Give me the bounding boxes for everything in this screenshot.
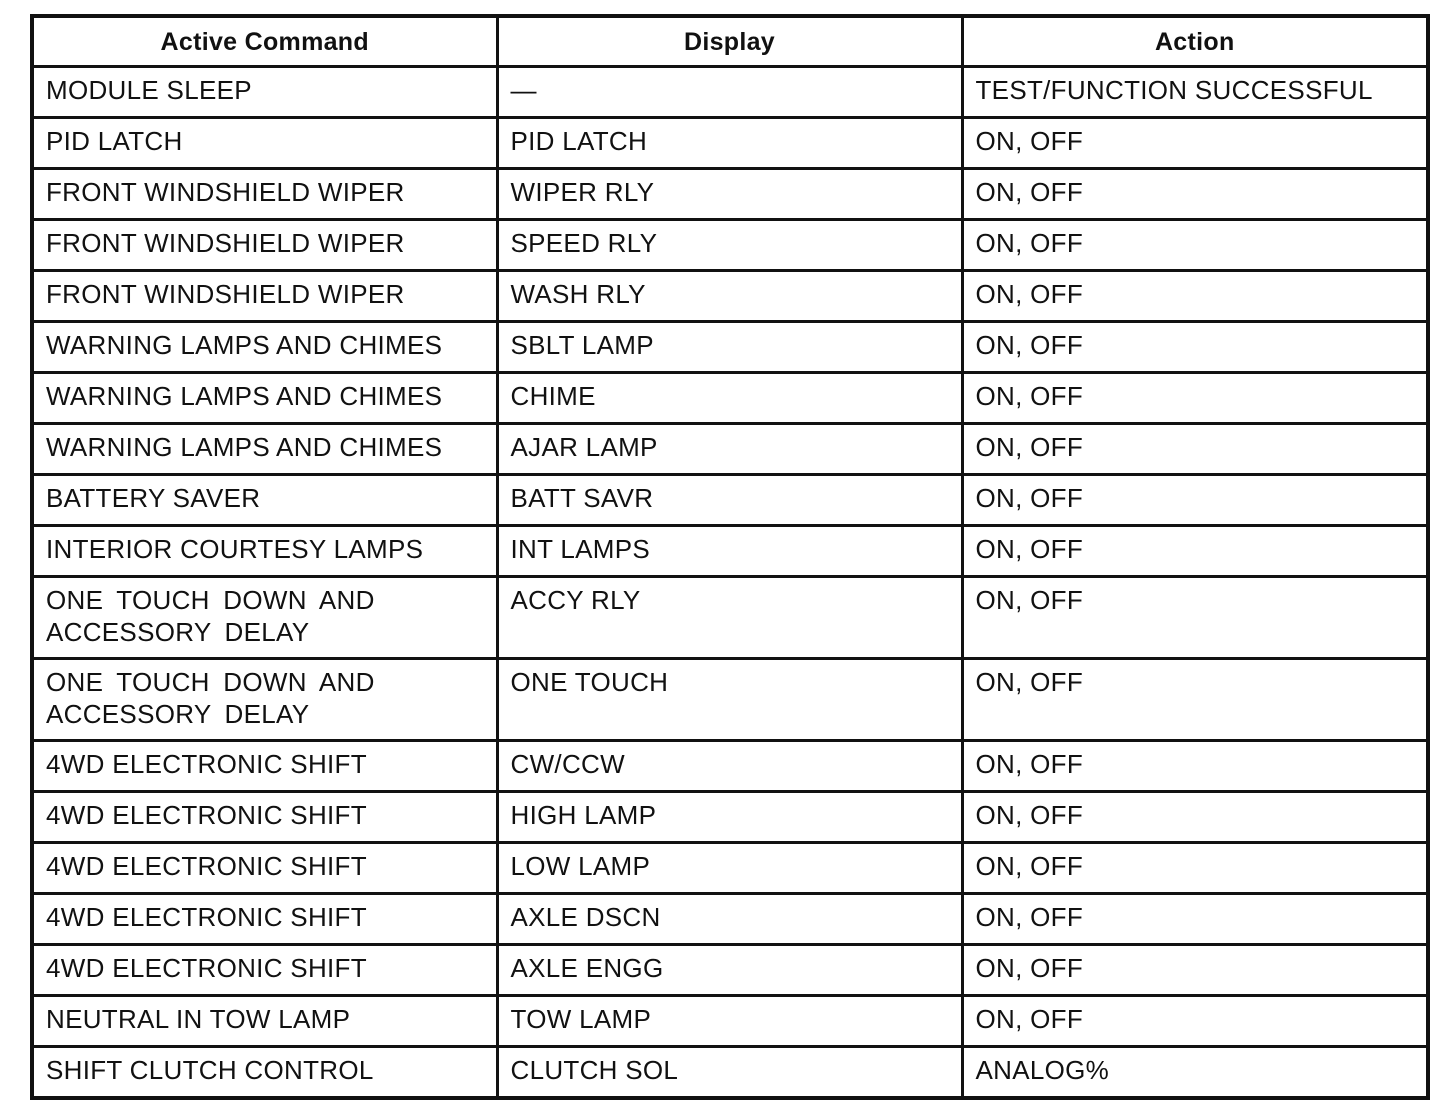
cell-action: ON, OFF bbox=[962, 894, 1428, 945]
cell-action: TEST/FUNCTION SUCCESSFUL bbox=[962, 67, 1428, 118]
cell-display: AXLE DSCN bbox=[497, 894, 962, 945]
cell-command: WARNING LAMPS AND CHIMES bbox=[32, 424, 497, 475]
cell-action: ON, OFF bbox=[962, 271, 1428, 322]
cell-command: SHIFT CLUTCH CONTROL bbox=[32, 1047, 497, 1099]
cell-display: CHIME bbox=[497, 373, 962, 424]
cell-action: ON, OFF bbox=[962, 741, 1428, 792]
cell-display: BATT SAVR bbox=[497, 475, 962, 526]
cell-action: ON, OFF bbox=[962, 659, 1428, 741]
table-row bbox=[32, 271, 1428, 322]
cell-display: ONE TOUCH bbox=[497, 659, 962, 741]
cell-action: ON, OFF bbox=[962, 475, 1428, 526]
cell-display: AXLE ENGG bbox=[497, 945, 962, 996]
active-command-table-container bbox=[30, 14, 1426, 1100]
cell-display: CW/CCW bbox=[497, 741, 962, 792]
table-row bbox=[32, 169, 1428, 220]
cell-action: ON, OFF bbox=[962, 996, 1428, 1047]
header-active-command: Active Command bbox=[32, 16, 497, 67]
cell-action: ON, OFF bbox=[962, 792, 1428, 843]
cell-command: WARNING LAMPS AND CHIMES bbox=[32, 322, 497, 373]
cell-command: 4WD ELECTRONIC SHIFT bbox=[32, 894, 497, 945]
cell-action: ON, OFF bbox=[962, 169, 1428, 220]
table-row bbox=[32, 118, 1428, 169]
cell-action: ON, OFF bbox=[962, 843, 1428, 894]
cell-command: BATTERY SAVER bbox=[32, 475, 497, 526]
cell-command: FRONT WINDSHIELD WIPER bbox=[32, 169, 497, 220]
cell-command: 4WD ELECTRONIC SHIFT bbox=[32, 741, 497, 792]
cell-action: ON, OFF bbox=[962, 220, 1428, 271]
cell-command: INTERIOR COURTESY LAMPS bbox=[32, 526, 497, 577]
table-row bbox=[32, 424, 1428, 475]
table-row bbox=[32, 526, 1428, 577]
cell-display: INT LAMPS bbox=[497, 526, 962, 577]
table-row bbox=[32, 1047, 1428, 1099]
cell-action: ON, OFF bbox=[962, 577, 1428, 659]
header-action: Action bbox=[962, 16, 1428, 67]
cell-command: ONE TOUCH DOWN AND ACCESSORY DELAY bbox=[32, 659, 497, 741]
cell-display: PID LATCH bbox=[497, 118, 962, 169]
cell-display: WIPER RLY bbox=[497, 169, 962, 220]
cell-command: WARNING LAMPS AND CHIMES bbox=[32, 373, 497, 424]
table-row bbox=[32, 945, 1428, 996]
cell-command: ONE TOUCH DOWN AND ACCESSORY DELAY bbox=[32, 577, 497, 659]
cell-display: LOW LAMP bbox=[497, 843, 962, 894]
cell-command: MODULE SLEEP bbox=[32, 67, 497, 118]
table-row bbox=[32, 996, 1428, 1047]
table-row bbox=[32, 659, 1428, 741]
cell-command: 4WD ELECTRONIC SHIFT bbox=[32, 945, 497, 996]
table-header-row bbox=[32, 16, 1428, 67]
active-command-table bbox=[30, 14, 1430, 1100]
cell-action: ON, OFF bbox=[962, 373, 1428, 424]
table-body bbox=[32, 67, 1428, 1099]
cell-display: WASH RLY bbox=[497, 271, 962, 322]
cell-action: ON, OFF bbox=[962, 118, 1428, 169]
cell-action: ON, OFF bbox=[962, 322, 1428, 373]
cell-display: — bbox=[497, 67, 962, 118]
cell-display: CLUTCH SOL bbox=[497, 1047, 962, 1099]
cell-command: 4WD ELECTRONIC SHIFT bbox=[32, 843, 497, 894]
cell-command: NEUTRAL IN TOW LAMP bbox=[32, 996, 497, 1047]
table-row bbox=[32, 577, 1428, 659]
cell-action: ON, OFF bbox=[962, 945, 1428, 996]
table-row bbox=[32, 475, 1428, 526]
cell-action: ON, OFF bbox=[962, 424, 1428, 475]
table-row bbox=[32, 843, 1428, 894]
cell-display: HIGH LAMP bbox=[497, 792, 962, 843]
cell-action: ANALOG% bbox=[962, 1047, 1428, 1099]
cell-display: ACCY RLY bbox=[497, 577, 962, 659]
cell-display: SBLT LAMP bbox=[497, 322, 962, 373]
table-row bbox=[32, 894, 1428, 945]
table-row bbox=[32, 220, 1428, 271]
table-row bbox=[32, 792, 1428, 843]
cell-command: FRONT WINDSHIELD WIPER bbox=[32, 271, 497, 322]
cell-command: FRONT WINDSHIELD WIPER bbox=[32, 220, 497, 271]
table-row bbox=[32, 322, 1428, 373]
cell-display: AJAR LAMP bbox=[497, 424, 962, 475]
cell-display: SPEED RLY bbox=[497, 220, 962, 271]
cell-display: TOW LAMP bbox=[497, 996, 962, 1047]
cell-command: PID LATCH bbox=[32, 118, 497, 169]
cell-command: 4WD ELECTRONIC SHIFT bbox=[32, 792, 497, 843]
cell-action: ON, OFF bbox=[962, 526, 1428, 577]
table-row bbox=[32, 741, 1428, 792]
table-row bbox=[32, 373, 1428, 424]
header-display: Display bbox=[497, 16, 962, 67]
table-row bbox=[32, 67, 1428, 118]
